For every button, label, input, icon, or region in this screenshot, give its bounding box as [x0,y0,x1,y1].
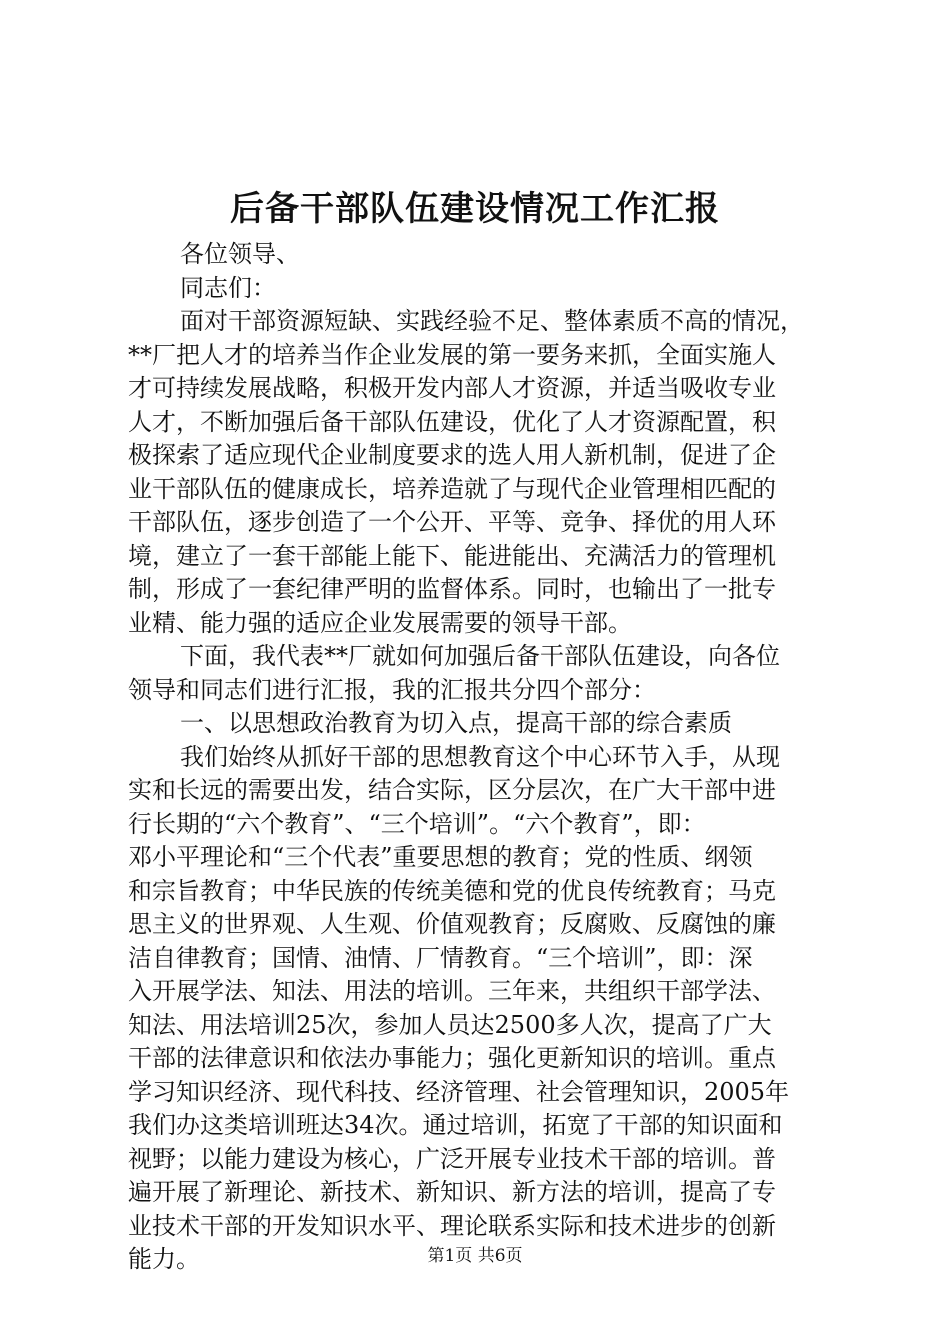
body-line: 同志们： [180,273,276,302]
body-line: 我们办这类培训班达34次。通过培训，拓宽了干部的知识面和 [128,1111,783,1139]
body-line: 境，建立了一套干部能上能下、能进能出、充满活力的管理机 [128,541,776,570]
body-line: 学习知识经济、现代科技、经济管理、社会管理知识，2005年 [128,1077,790,1106]
body-line: 面对干部资源短缺、实践经验不足、整体素质不高的情况， [180,307,804,335]
body-line: 才可持续发展战略，积极开发内部人才资源，并适当吸收专业 [128,374,776,402]
body-line: 业技术干部的开发知识水平、理论联系实际和技术进步的创新 [128,1211,776,1240]
body-line: 人才，不断加强后备干部队伍建设，优化了人才资源配置，积 [128,407,776,436]
body-line: 遍开展了新理论、新技术、新知识、新方法的培训，提高了专 [128,1178,776,1206]
body-line: 邓小平理论和“三个代表”重要思想的教育；党的性质、纲领 [128,843,753,871]
body-line: 视野；以能力建设为核心，广泛开展专业技术干部的培训。普 [128,1144,776,1173]
body-line: 思主义的世界观、人生观、价值观教育；反腐败、反腐蚀的廉 [128,910,776,938]
body-line: 和宗旨教育；中华民族的传统美德和党的优良传统教育；马克 [128,876,776,905]
body-line: 业精、能力强的适应企业发展需要的领导干部。 [128,608,632,637]
body-line: 一、以思想政治教育为切入点，提高干部的综合素质 [180,709,732,737]
document-title: 后备干部队伍建设情况工作汇报 [230,189,720,229]
body-line: 行长期的“六个教育”、“三个培训”。“六个教育”，即： [128,809,706,838]
body-line: 我们始终从抓好干部的思想教育这个中心环节入手，从现 [180,742,780,771]
body-line: 实和长远的需要出发，结合实际，区分层次，在广大干部中进 [128,776,776,804]
body-line: **厂把人才的培养当作企业发展的第一要务来抓，全面实施人 [128,340,776,369]
body-line: 各位领导、 [180,240,300,268]
page-footer: 第1页 共6页 [427,1246,523,1266]
body-line: 制，形成了一套纪律严明的监督体系。同时，也输出了一批专 [128,575,776,603]
body-line: 洁自律教育；国情、油情、厂情教育。“三个培训”，即：深 [128,943,753,972]
body-line: 入开展学法、知法、用法的培训。三年来，共组织干部学法、 [128,977,776,1005]
document-body [128,238,836,1277]
body-line: 知法、用法培训25次，参加人员达2500多人次，提高了广大 [128,1010,772,1039]
body-line: 下面，我代表**厂就如何加强后备干部队伍建设，向各位 [180,642,780,670]
body-line: 业干部队伍的健康成长，培养造就了与现代企业管理相匹配的 [128,474,776,503]
body-line: 干部队伍，逐步创造了一个公开、平等、竞争、择优的用人环 [128,508,776,536]
body-line: 干部的法律意识和依法办事能力；强化更新知识的培训。重点 [128,1044,776,1072]
body-line: 能力。 [128,1245,200,1273]
body-line: 极探索了适应现代企业制度要求的选人用人新机制，促进了企 [128,441,776,469]
body-line: 领导和同志们进行汇报，我的汇报共分四个部分： [128,675,656,704]
